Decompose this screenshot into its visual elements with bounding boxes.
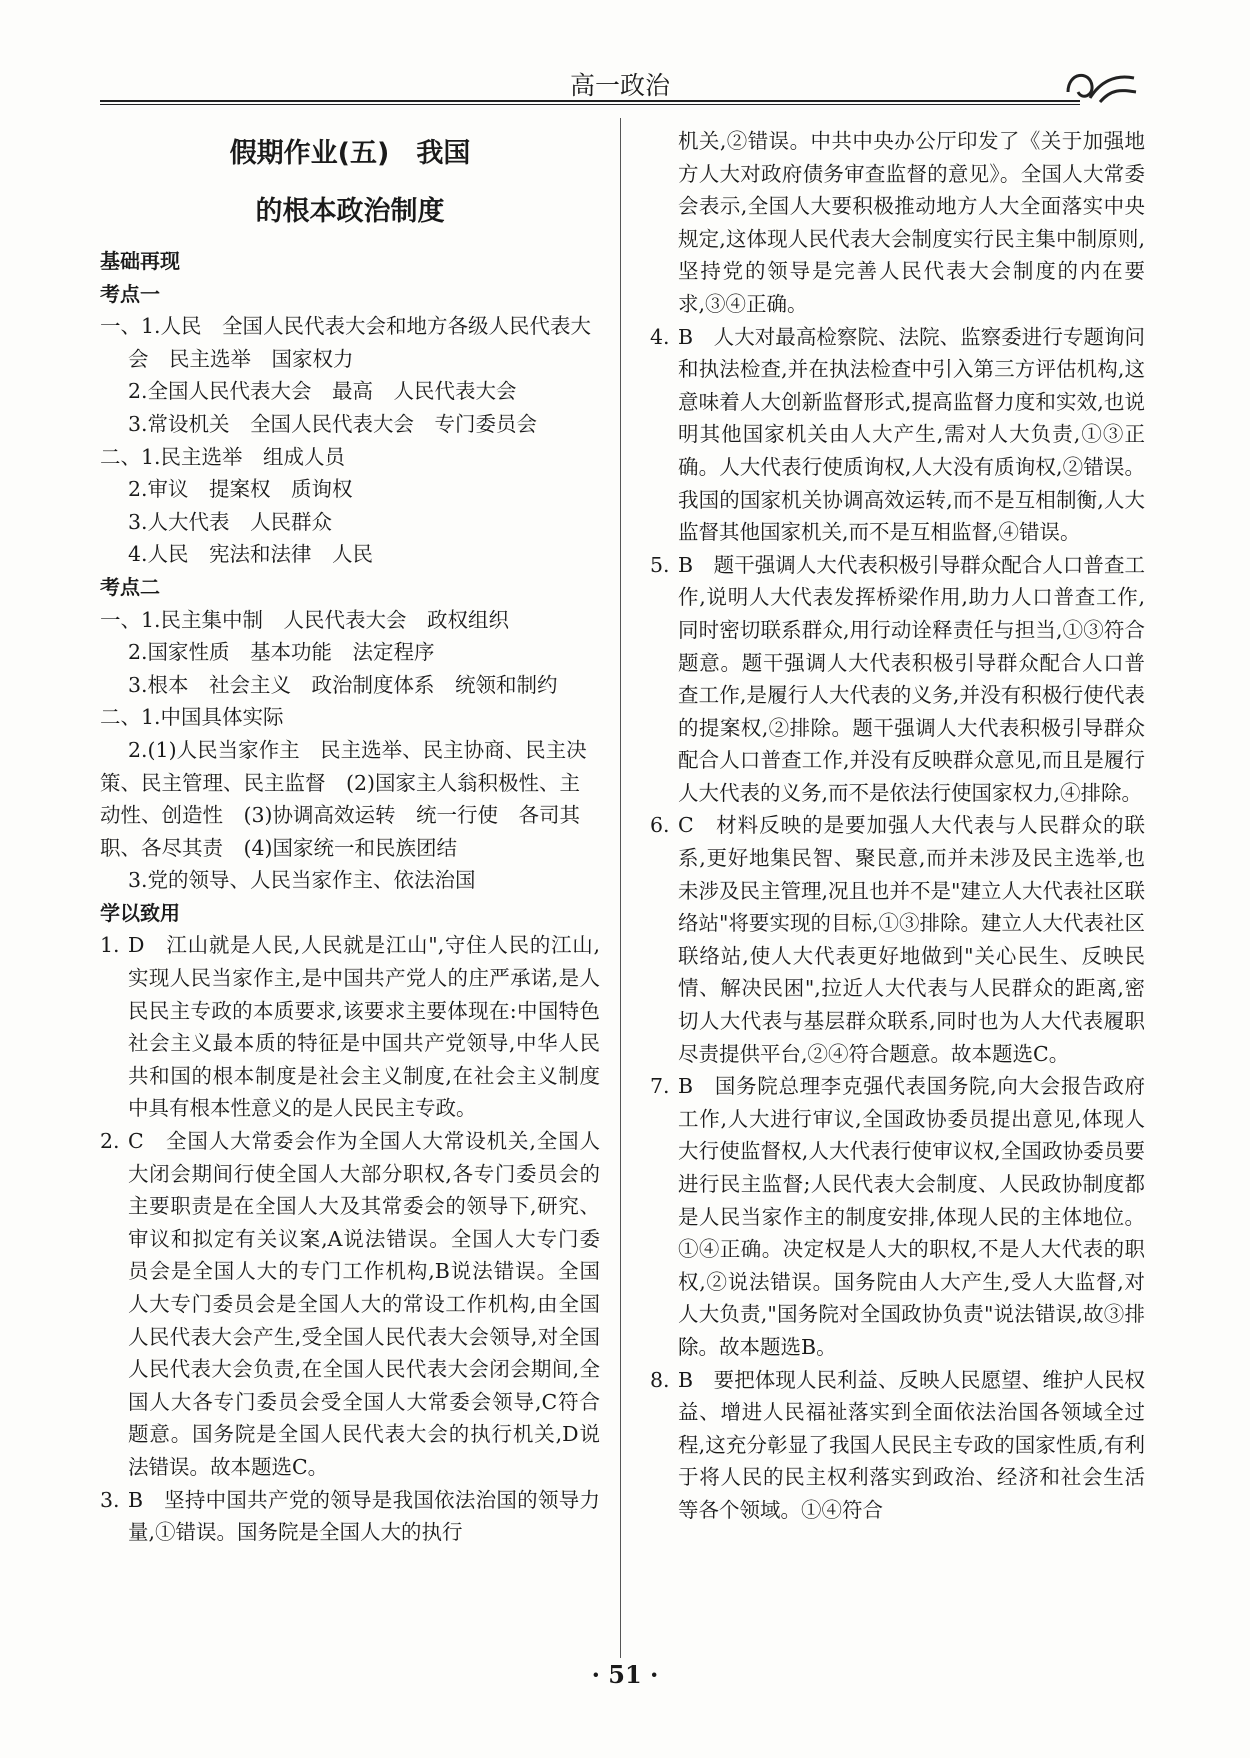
section-heading: 基础再现	[100, 249, 180, 273]
kp2-item: 3.党的领导、人民当家作主、依法治国	[128, 868, 476, 893]
answer-continuation: 机关,②错误。中共中央办公厅印发了《关于加强地方人大对政府债务审查监督的意见》。全国人大常委会表示,全国人大要积极推动地方人大全面落实中央规定,这体现人民代表大会制度实行民主集中制原则,坚持党的领导是完善人民代表大会制度的内在要求,③④正确。	[678, 129, 1145, 316]
answer-item: 5. B 题干强调人大代表积极引导群众配合人口普查工作,说明人大代表发挥桥梁作用,助力人口普查工作,同时密切联系群众,用行动诠释责任与担当,①③符合题意。题干强调人大代表积极引导群众配合人口普查工作,是履行人大代表的义务,并没有积极行使代表的提案权,②排除。题干强调人大代表积极引导群众配合人口普查工作,并没有反映群众意见,而且是履行人大代表的义务,而不是依法行使国家权力,④排除。	[650, 552, 1145, 805]
kp2-item: 2.(1)人民当家作主 民主选举、民主协商、民主决策、民主管理、民主监督 (2)国家主人翁积极性、主动性、创造性 (3)协调高效运转 统一行使 各司其职、各尽其责 (4)国家统一和民族团结	[100, 737, 587, 860]
kp2-item: 3.根本 社会主义 政治制度体系 统领和制约	[128, 672, 558, 697]
kp-heading: 考点二	[100, 574, 160, 599]
answer-item: 6. C 材料反映的是要加强人大代表与人民群众的联系,更好地集民智、聚民意,而并未涉及民主选举,也未涉及民主管理,况且也并不是"建立人大代表社区联络站"将要实现的目标,①③排除。建立人大代表社区联络站,使人大代表更好地做到"关心民生、反映民情、解决民困",拉近人大代表与人民群众的距离,密切人大代表与基层群众联系,同时也为人大代表履职尽责提供平台,②④符合题意。故本题选C。	[650, 813, 1145, 1066]
kp1-item: 二、1.民主选举 组成人员	[100, 444, 346, 469]
kp1-item: 2.全国人民代表大会 最高 人民代表大会	[128, 379, 517, 404]
kp2-item: 一、1.民主集中制 人民代表大会 政权组织	[100, 607, 510, 632]
kp1-item: 一、1.人民 全国人民代表大会和地方各级人民代表大会 民主选举 国家权力	[100, 314, 592, 371]
column-divider	[620, 118, 621, 1658]
kp1-item: 3.人大代表 人民群众	[128, 509, 333, 534]
page-header	[100, 62, 1140, 102]
page-number: · 51 ·	[591, 1660, 659, 1689]
answer-item: 8. B 要把体现人民利益、反映人民愿望、维护人民权益、增进人民福祉落实到全面依法治国各领域全过程,这充分彰显了我国人民民主专政的国家性质,有利于将人民的民主权利落实到政治、经济和社会生活等各个领域。①④符合	[650, 1367, 1145, 1522]
kp1-item: 2.审议 提案权 质询权	[128, 477, 353, 502]
answer-item: 2. C 全国人大常委会作为全国人大常设机关,全国人大闭会期间行使全国人大部分职权,各专门委员会的主要职责是在全国人大及其常委会的领导下,研究、审议和拟定有关议案,A说法错误。全国人大专门委员会是全国人大的专门工作机构,B说法错误。全国人大专门委员会是全国人大的常设工作机构,由全国人民代表大会产生,受全国人民代表大会领导,对全国人民代表大会负责,在全国人民代表大会闭会期间,全国人大各专门委员会受全国人大常委会领导,C符合题意。国务院是全国人民代表大会的执行机关,D说法错误。故本题选C。	[100, 1129, 600, 1479]
kp1-item: 3.常设机关 全国人民代表大会 专门委员会	[128, 411, 538, 436]
answer-item: 1. D 江山就是人民,人民就是江山",守住人民的江山,实现人民当家作主,是中国共产党人的庄严承诺,是人民民主专政的本质要求,该要求主要体现在:中国特色社会主义最本质的特征是中国共产党领导,中华人民共和国的根本制度是社会主义制度,在社会主义制度中具有根本性意义的是人民民主专政。	[100, 933, 600, 1121]
left-column	[100, 125, 600, 1549]
answer-item: 4. B 人大对最高检察院、法院、监察委进行专题询问和执法检查,并在执法检查中引入第三方评估机构,这意味着人大创新监督形式,提高监督力度和实效,也说明其他国家机关由人大产生,需对人大负责,①③正确。人大代表行使质询权,人大没有质询权,②错误。我国的国家机关协调高效运转,而不是互相制衡,人大监督其他国家机关,而不是互相监督,④错误。	[650, 324, 1145, 545]
swirl-ornament-icon	[1060, 62, 1140, 110]
kp2-item: 二、1.中国具体实际	[100, 705, 284, 730]
page-title: 假期作业(五) 我国 的根本政治制度	[229, 138, 471, 227]
answer-item: 3. B 坚持中国共产党的领导是我国依法治国的领导力量,①错误。国务院是全国人大的执行	[100, 1487, 600, 1545]
answer-item: 7. B 国务院总理李克强代表国务院,向大会报告政府工作,人大进行审议,全国政协委员提出意见,体现人大行使监督权,人大代表行使审议权,全国政协委员要进行民主监督;人民代表大会制度、人民政协制度都是人民当家作主的制度安排,体现人民的主体地位。①④正确。决定权是人大的职权,不是人大代表的职权,②说法错误。国务院由人大产生,受人大监督,对人大负责,"国务院对全国政协负责"说法错误,故③排除。故本题选B。	[650, 1074, 1145, 1359]
kp-heading: 考点一	[100, 281, 160, 306]
kp2-item: 2.国家性质 基本功能 法定程序	[128, 640, 435, 665]
section-heading: 学以致用	[100, 900, 180, 925]
kp1-item: 4.人民 宪法和法律 人民	[128, 542, 374, 567]
right-column	[650, 125, 1145, 1527]
header-rule-thin	[100, 104, 1080, 105]
header-title: 高一政治	[569, 71, 670, 100]
header-rule	[100, 100, 1080, 102]
